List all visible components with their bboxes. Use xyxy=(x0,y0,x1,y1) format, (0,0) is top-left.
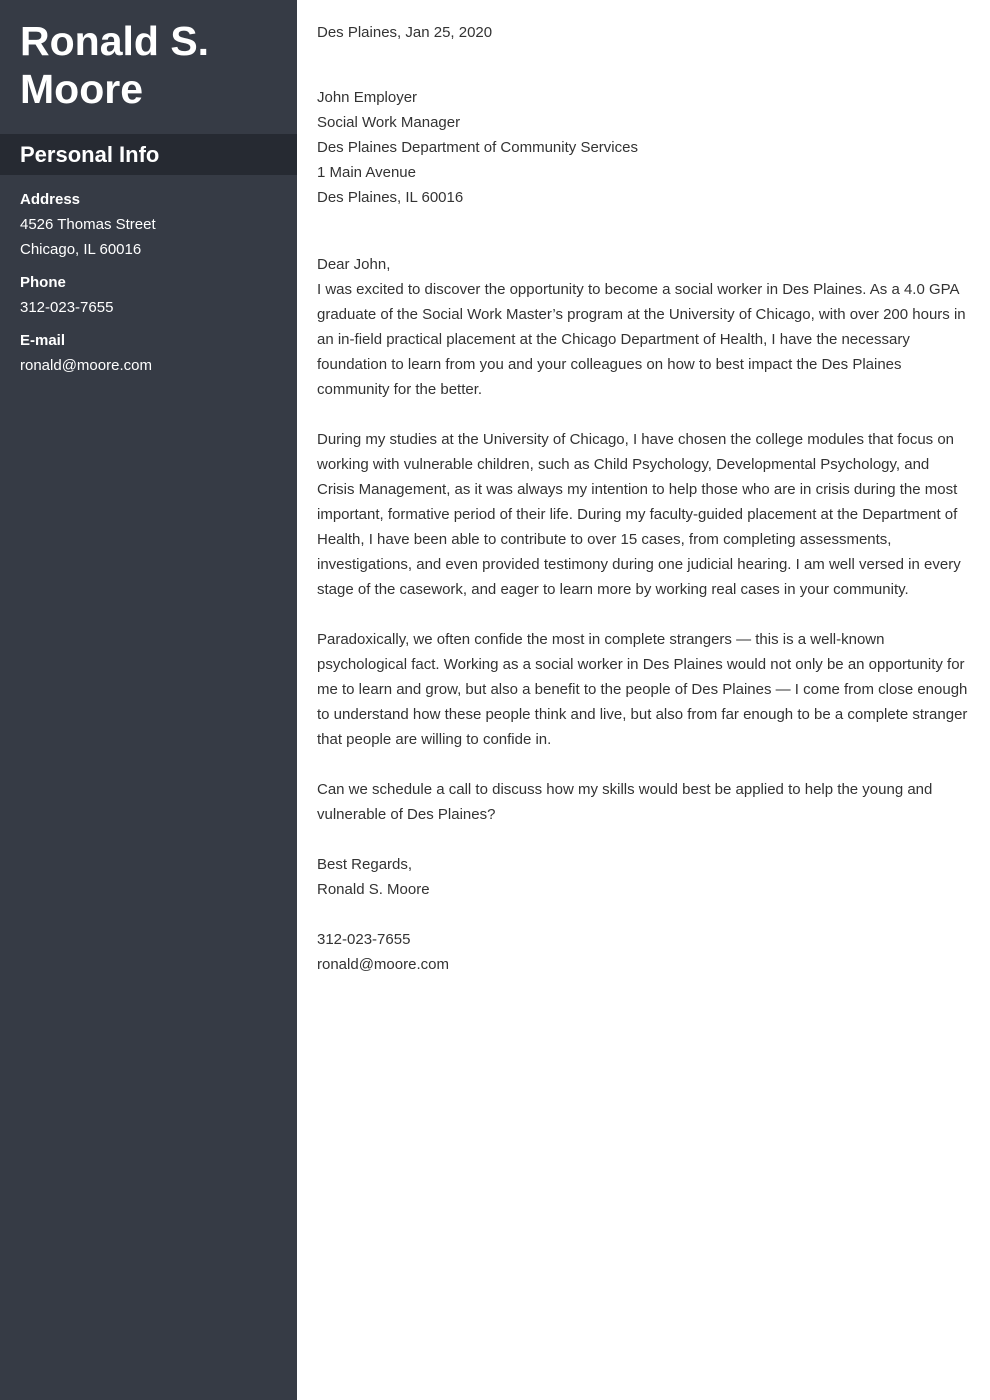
paragraph-4: Can we schedule a call to discuss how my skills would best be applied to help the young and vulnerable of Des Plaines? xyxy=(317,781,933,823)
letter-date: Des Plaines, Jan 25, 2020 xyxy=(317,24,493,41)
contact-footer xyxy=(317,927,968,977)
email-group xyxy=(20,328,277,378)
name-line-2: Moore xyxy=(20,66,143,112)
email-value: ronald@moore.com xyxy=(20,357,152,374)
name-line-1: Ronald S. xyxy=(20,18,210,64)
recipient-block xyxy=(317,85,968,210)
recipient-organization: Des Plaines Department of Community Services xyxy=(317,139,638,156)
personal-info xyxy=(0,175,297,378)
closing-phrase: Best Regards, xyxy=(317,856,413,873)
paragraph-2: During my studies at the University of Chicago, I have chosen the college modules that focus on working with vulnerable children, such as Child Psychology, Developmental Psychology, and Crisis Management, as it was always my intention to help those who are in crisis during the most important, formative period of their life. During my faculty-guided placement at the Department of Health, I have been able to contribute to over 15 cases, from completing assessments, investigations, and even provided testimony during one judicial hearing. I am well versed in every stage of the casework, and eager to learn more by working real cases in your community. xyxy=(317,431,961,598)
salutation: Dear John, xyxy=(317,256,391,273)
letter-body xyxy=(297,0,990,1400)
phone-group xyxy=(20,270,277,320)
email-label: E-mail xyxy=(20,332,66,349)
address-line-2: Chicago, IL 60016 xyxy=(20,241,142,258)
paragraph-1: I was excited to discover the opportunity to become a social worker in Des Plaines. As a 4.0 GPA graduate of the Social Work Master’s program at the University of Chicago, with over 200 hours in an in-field practical placement at the Chicago Department of Health, I have the necessary foundation to learn from you and your colleagues on how to best impact the Des Plaines community for the better. xyxy=(317,281,966,398)
recipient-title: Social Work Manager xyxy=(317,114,461,131)
recipient-name: John Employer xyxy=(317,89,418,106)
footer-phone: 312-023-7655 xyxy=(317,931,411,948)
signature-name: Ronald S. Moore xyxy=(317,881,430,898)
paragraph-3: Paradoxically, we often confide the most in complete strangers — this is a well-known psychological fact. Working as a social worker in Des Plaines would not only be an opportunity for me to learn and grow, but also a benefit to the people of Des Plaines — I come from close enough to understand how these people think and live, but also from far enough to be a complete stranger that people are willing to confide in. xyxy=(317,631,968,748)
recipient-street: 1 Main Avenue xyxy=(317,164,416,181)
applicant-name xyxy=(0,0,297,117)
address-line-1: 4526 Thomas Street xyxy=(20,216,156,233)
phone-value: 312-023-7655 xyxy=(20,299,114,316)
address-label: Address xyxy=(20,191,81,208)
closing-block xyxy=(317,852,968,902)
sidebar xyxy=(0,0,297,1400)
personal-info-heading: Personal Info xyxy=(0,134,297,175)
address-group xyxy=(20,187,277,262)
phone-label: Phone xyxy=(20,274,66,291)
recipient-city: Des Plaines, IL 60016 xyxy=(317,189,464,206)
footer-email: ronald@moore.com xyxy=(317,956,449,973)
